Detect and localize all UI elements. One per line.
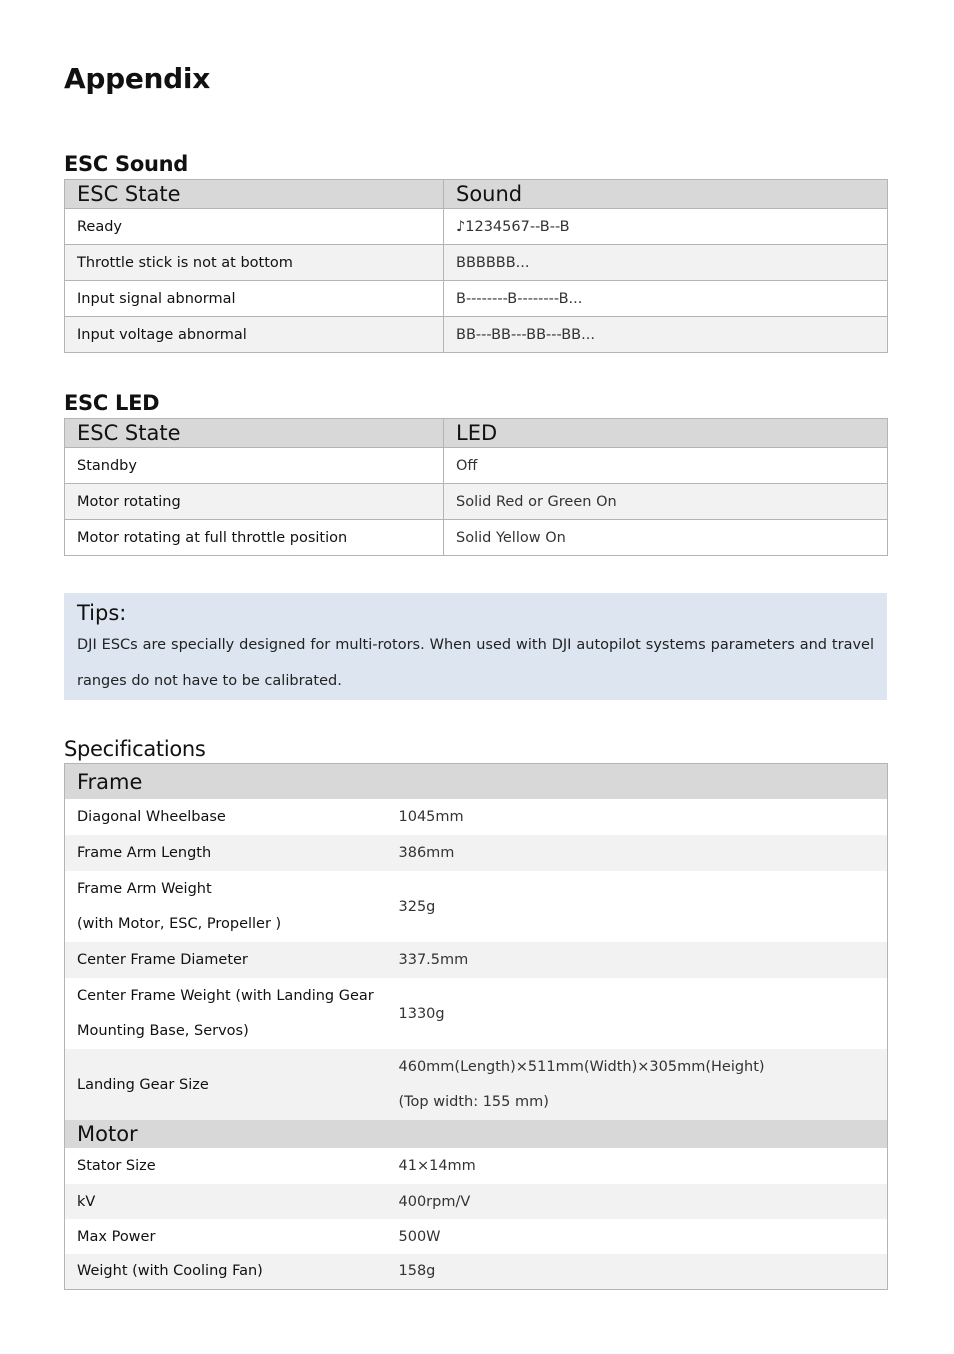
spec-value: 1045mm xyxy=(398,809,464,825)
esc-sound-table xyxy=(64,179,888,353)
spec-value: 1330g xyxy=(398,1005,445,1022)
spec-key: Weight (with Cooling Fan) xyxy=(65,1254,387,1289)
table-row xyxy=(65,245,888,281)
table-row xyxy=(65,484,888,520)
spec-key: Center Frame Diameter xyxy=(65,942,387,978)
specifications-table xyxy=(64,763,888,1290)
spec-value: 400rpm/V xyxy=(387,1184,888,1219)
tips-body: DJI ESCs are specially designed for multi-rotors. When used with DJI autopilot systems parameters and travel ranges do not have to be calibrated. xyxy=(77,637,874,689)
led-cell: Solid Yellow On xyxy=(444,520,888,556)
spec-key: Stator Size xyxy=(77,1158,156,1174)
table-header-row xyxy=(65,419,888,448)
esc-state-cell: Motor rotating xyxy=(65,484,444,520)
spec-value: 500W xyxy=(398,1228,441,1245)
spec-key xyxy=(65,871,387,942)
esc-state-cell: Ready xyxy=(65,209,444,245)
spec-key: Landing Gear Size xyxy=(65,1049,387,1120)
table-row xyxy=(65,520,888,556)
section-title: Frame xyxy=(65,764,888,800)
spec-value: 41×14mm xyxy=(398,1158,476,1174)
esc-state-cell: Input voltage abnormal xyxy=(65,317,444,353)
table-row xyxy=(65,1254,888,1289)
table-row xyxy=(65,1049,888,1120)
spec-key-line: Mounting Base, Servos) xyxy=(77,1022,249,1039)
spec-value-line: 460mm(Length)×511mm(Width)×305mm(Height) xyxy=(398,1058,765,1075)
tips-title: Tips: xyxy=(77,601,127,625)
table-row xyxy=(65,1184,888,1219)
spec-value-line: (Top width: 155 mm) xyxy=(398,1093,549,1110)
specifications-heading: Specifications xyxy=(64,737,206,761)
sound-cell: BBBBBB... xyxy=(444,245,888,281)
column-header: ESC State xyxy=(65,180,444,209)
spec-key xyxy=(65,978,387,1049)
page-title: Appendix xyxy=(64,62,210,95)
table-row xyxy=(65,317,888,353)
spec-value: 386mm xyxy=(387,835,888,871)
spec-key-line: (with Motor, ESC, Propeller ) xyxy=(77,915,282,932)
spec-key-line: Frame Arm Weight xyxy=(77,880,212,897)
table-row xyxy=(65,871,888,942)
spec-key: Diagonal Wheelbase xyxy=(77,809,226,825)
sound-cell: BB---BB---BB---BB... xyxy=(444,317,888,353)
column-header: Sound xyxy=(444,180,888,209)
table-header-row xyxy=(65,180,888,209)
esc-state-cell: Input signal abnormal xyxy=(65,281,444,317)
esc-sound-heading: ESC Sound xyxy=(64,152,188,176)
spec-key: Max Power xyxy=(77,1228,156,1245)
esc-state-cell: Standby xyxy=(65,448,444,484)
esc-state-cell: Throttle stick is not at bottom xyxy=(65,245,444,281)
section-header-motor xyxy=(65,1120,888,1148)
column-header: LED xyxy=(444,419,888,448)
table-row xyxy=(65,209,888,245)
spec-value: 325g xyxy=(398,898,436,915)
table-row xyxy=(65,799,888,835)
table-row xyxy=(65,835,888,871)
table-row xyxy=(65,448,888,484)
esc-led-table xyxy=(64,418,888,556)
esc-state-cell: Motor rotating at full throttle position xyxy=(65,520,444,556)
table-row xyxy=(65,281,888,317)
sound-cell: B--------B--------B... xyxy=(444,281,888,317)
spec-value: 158g xyxy=(387,1254,888,1289)
led-cell: Solid Red or Green On xyxy=(444,484,888,520)
spec-value: 337.5mm xyxy=(387,942,888,978)
table-row xyxy=(65,1219,888,1254)
spec-value xyxy=(387,1049,888,1120)
spec-key: Frame Arm Length xyxy=(65,835,387,871)
spec-key: kV xyxy=(65,1184,387,1219)
spec-key-line: Center Frame Weight (with Landing Gear xyxy=(77,987,374,1004)
led-cell: Off xyxy=(444,448,888,484)
section-header-frame xyxy=(65,764,888,800)
table-row xyxy=(65,978,888,1049)
esc-led-heading: ESC LED xyxy=(64,391,160,415)
section-title: Motor xyxy=(65,1120,888,1148)
table-row xyxy=(65,1148,888,1184)
sound-cell: ♪1234567--B--B xyxy=(444,209,888,245)
column-header: ESC State xyxy=(65,419,444,448)
tips-box xyxy=(64,593,887,700)
table-row xyxy=(65,942,888,978)
